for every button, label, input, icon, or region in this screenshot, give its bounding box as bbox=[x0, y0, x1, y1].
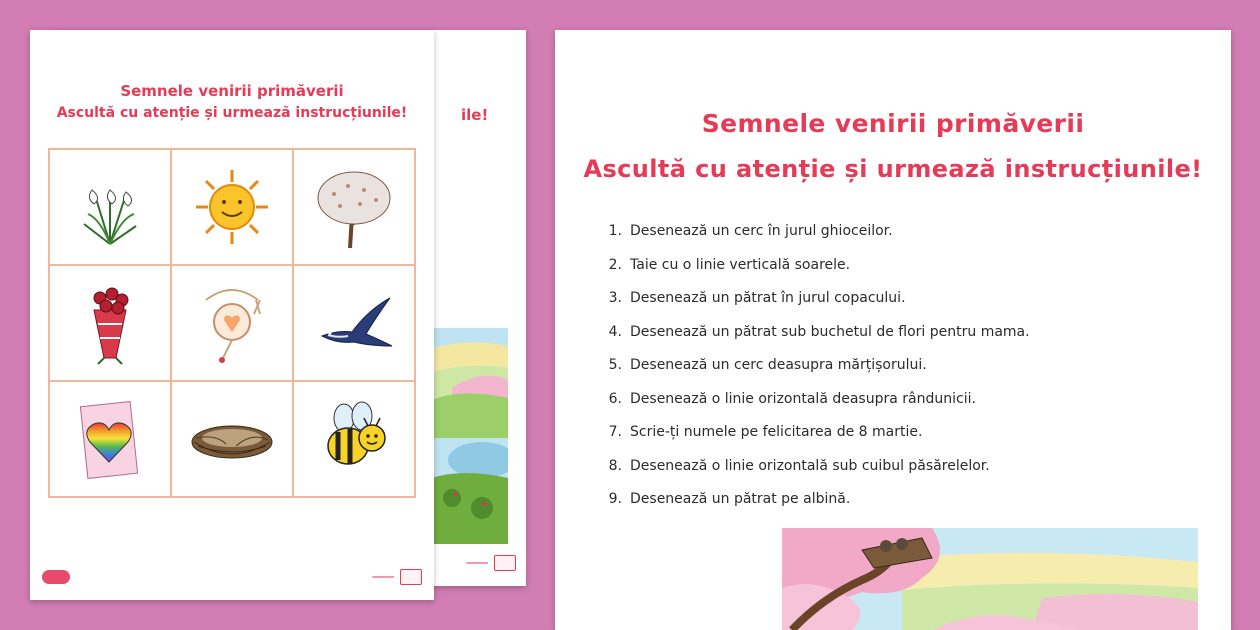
sheet-subtitle: Ascultă cu atenție și urmează instrucțiunile! bbox=[56, 105, 408, 121]
publisher-badge-icon bbox=[494, 555, 516, 571]
back-subtitle-fragment: ile! bbox=[461, 106, 489, 124]
publisher-logo-icon bbox=[42, 570, 70, 584]
instruction-item: 4. Desenează un pătrat sub buchetul de flori pentru mama. bbox=[608, 323, 1030, 340]
grid-cell-greeting-card bbox=[49, 381, 171, 497]
sun-icon bbox=[186, 164, 278, 250]
grid-cell-snowdrops bbox=[49, 149, 171, 265]
front-footer-right bbox=[372, 568, 422, 586]
picture-grid bbox=[48, 148, 416, 498]
footer-text-line: ━━━━━━ bbox=[372, 573, 394, 581]
tree-nest-scene-illustration bbox=[782, 528, 1198, 630]
front-worksheet-page bbox=[30, 30, 434, 600]
instruction-item: 9. Desenează un pătrat pe albină. bbox=[608, 491, 851, 507]
grid-cell-swallow bbox=[293, 265, 415, 381]
bouquet-icon bbox=[64, 280, 156, 366]
landscape-scene-illustration bbox=[432, 328, 508, 544]
snowdrop-icon bbox=[64, 164, 156, 250]
instruction-item: 5. Desenează un cerc deasupra mărțișorului. bbox=[608, 357, 927, 373]
instructions-title: Semnele venirii primăverii bbox=[701, 109, 1085, 138]
instruction-item: 8. Desenează o linie orizontală sub cuibul păsărelelor. bbox=[608, 457, 990, 474]
instruction-item: 2. Taie cu o linie verticală soarele. bbox=[608, 256, 851, 273]
instructions-worksheet-page bbox=[555, 30, 1231, 630]
instruction-item: 1. Desenează un cerc în jurul ghioceilor. bbox=[608, 223, 893, 239]
instructions-subtitle: Ascultă cu atenție și urmează instrucțiunile! bbox=[583, 155, 1203, 183]
instruction-item: 7. Scrie-ți numele pe felicitarea de 8 martie. bbox=[608, 424, 923, 440]
publisher-badge-icon bbox=[400, 569, 422, 585]
footer-text-line: ━━━━━━ bbox=[466, 559, 488, 567]
grid-cell-bee bbox=[293, 381, 415, 497]
front-footer-left bbox=[42, 568, 70, 586]
sheet-title: Semnele venirii primăverii bbox=[120, 82, 344, 100]
instruction-item: 6. Desenează o linie orizontală deasupra rândunicii. bbox=[608, 390, 976, 407]
grid-cell-tree bbox=[293, 149, 415, 265]
grid-cell-bouquet bbox=[49, 265, 171, 381]
nest-icon bbox=[186, 396, 278, 482]
grid-cell-martisor bbox=[171, 265, 293, 381]
martisor-icon bbox=[186, 280, 278, 366]
grid-cell-bird-nest bbox=[171, 381, 293, 497]
grid-cell-sun bbox=[171, 149, 293, 265]
swallow-icon bbox=[308, 280, 400, 366]
back-footer bbox=[466, 554, 516, 572]
instruction-list bbox=[595, 215, 1030, 517]
tree-icon bbox=[308, 164, 400, 250]
instruction-item: 3. Desenează un pătrat în jurul copacului. bbox=[608, 290, 906, 306]
bee-icon bbox=[308, 396, 400, 482]
heart-card-icon bbox=[64, 396, 156, 482]
